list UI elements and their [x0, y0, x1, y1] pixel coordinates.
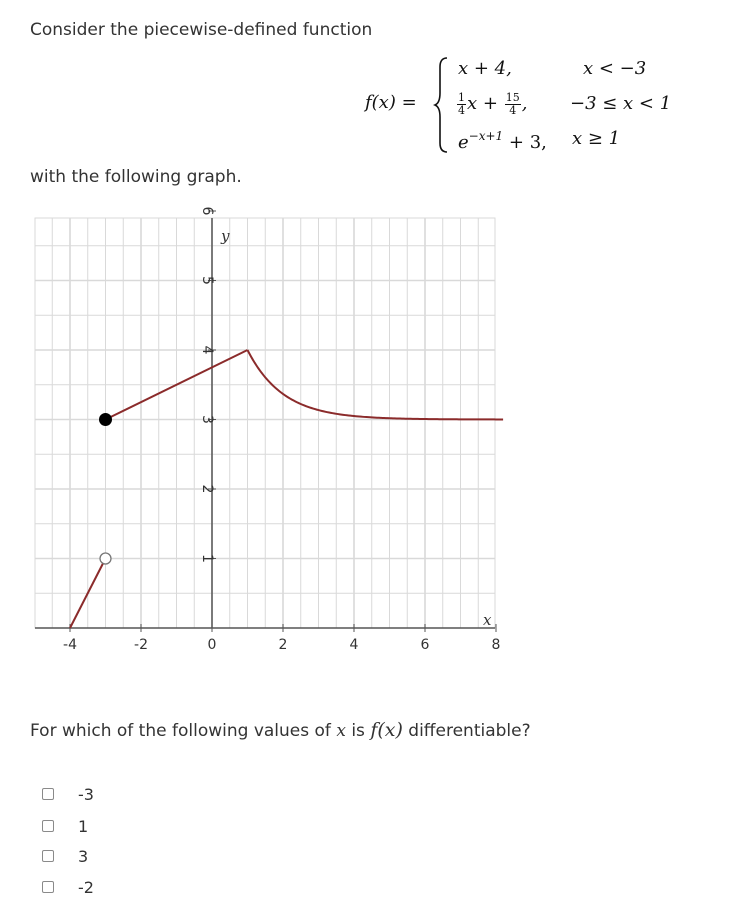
y-tick-label: 6	[199, 206, 215, 216]
const-den: 4	[509, 103, 517, 117]
question-text	[30, 719, 531, 741]
x-tick-label: 4	[349, 637, 359, 653]
intro-text: Consider the piecewise-defined function	[30, 20, 373, 40]
piece-1-expr-text: x + 4,	[458, 58, 512, 79]
piece-3-cond-text: x ≥ 1	[572, 128, 621, 149]
question-mid: is	[351, 721, 365, 741]
coef-den: 4	[458, 103, 465, 117]
question-var: x	[336, 721, 346, 741]
closed-point	[100, 414, 112, 426]
x-tick-label: -4	[63, 637, 77, 653]
option-4[interactable]	[42, 876, 94, 898]
option-1-checkbox[interactable]	[42, 788, 54, 800]
piece-3-base: e	[458, 132, 469, 153]
x-tick-label: 8	[491, 637, 501, 653]
option-2-label: 1	[78, 816, 89, 836]
x-tick-label: 6	[420, 637, 430, 653]
option-3-checkbox[interactable]	[42, 850, 54, 862]
piece-2-cond-text: −3 ≤ x < 1	[570, 93, 672, 114]
option-1[interactable]	[42, 783, 94, 805]
option-3[interactable]	[42, 845, 88, 867]
graph-intro: with the following graph.	[30, 167, 242, 187]
option-4-checkbox[interactable]	[42, 881, 54, 893]
x-axis-label: x	[483, 611, 492, 629]
y-tick-label: 2	[199, 484, 215, 494]
y-tick-label: 4	[199, 345, 215, 355]
question-prefix: For which of the following values of	[30, 721, 331, 741]
open-point	[100, 553, 111, 564]
piece-2-end: ,	[521, 93, 528, 115]
piece-3-rest: + 3,	[508, 132, 547, 153]
x-tick-label: 2	[278, 637, 288, 653]
function-lhs-text: f(x) =	[365, 92, 417, 113]
x-tick-label: -2	[134, 637, 148, 653]
question-suffix: differentiable?	[408, 721, 531, 741]
question-fx: f(x)	[370, 719, 403, 741]
option-1-label: -3	[78, 784, 94, 804]
const-num: 15	[505, 91, 520, 104]
y-tick-label: 1	[199, 554, 215, 563]
y-tick-label: 3	[199, 415, 215, 424]
piece-1-cond-text: x < −3	[583, 58, 647, 79]
option-3-label: 3	[78, 846, 89, 866]
option-4-label: -2	[78, 877, 94, 897]
y-tick-label: 5	[199, 276, 215, 285]
option-2-checkbox[interactable]	[42, 820, 54, 832]
x-tick-label: 0	[207, 637, 217, 653]
y-axis-label: y	[221, 227, 230, 245]
option-2[interactable]	[42, 815, 88, 837]
piece-3-exponent: −x+1	[468, 129, 504, 143]
piece-2-mid: x +	[467, 93, 498, 115]
coef-num: 1	[458, 91, 465, 104]
